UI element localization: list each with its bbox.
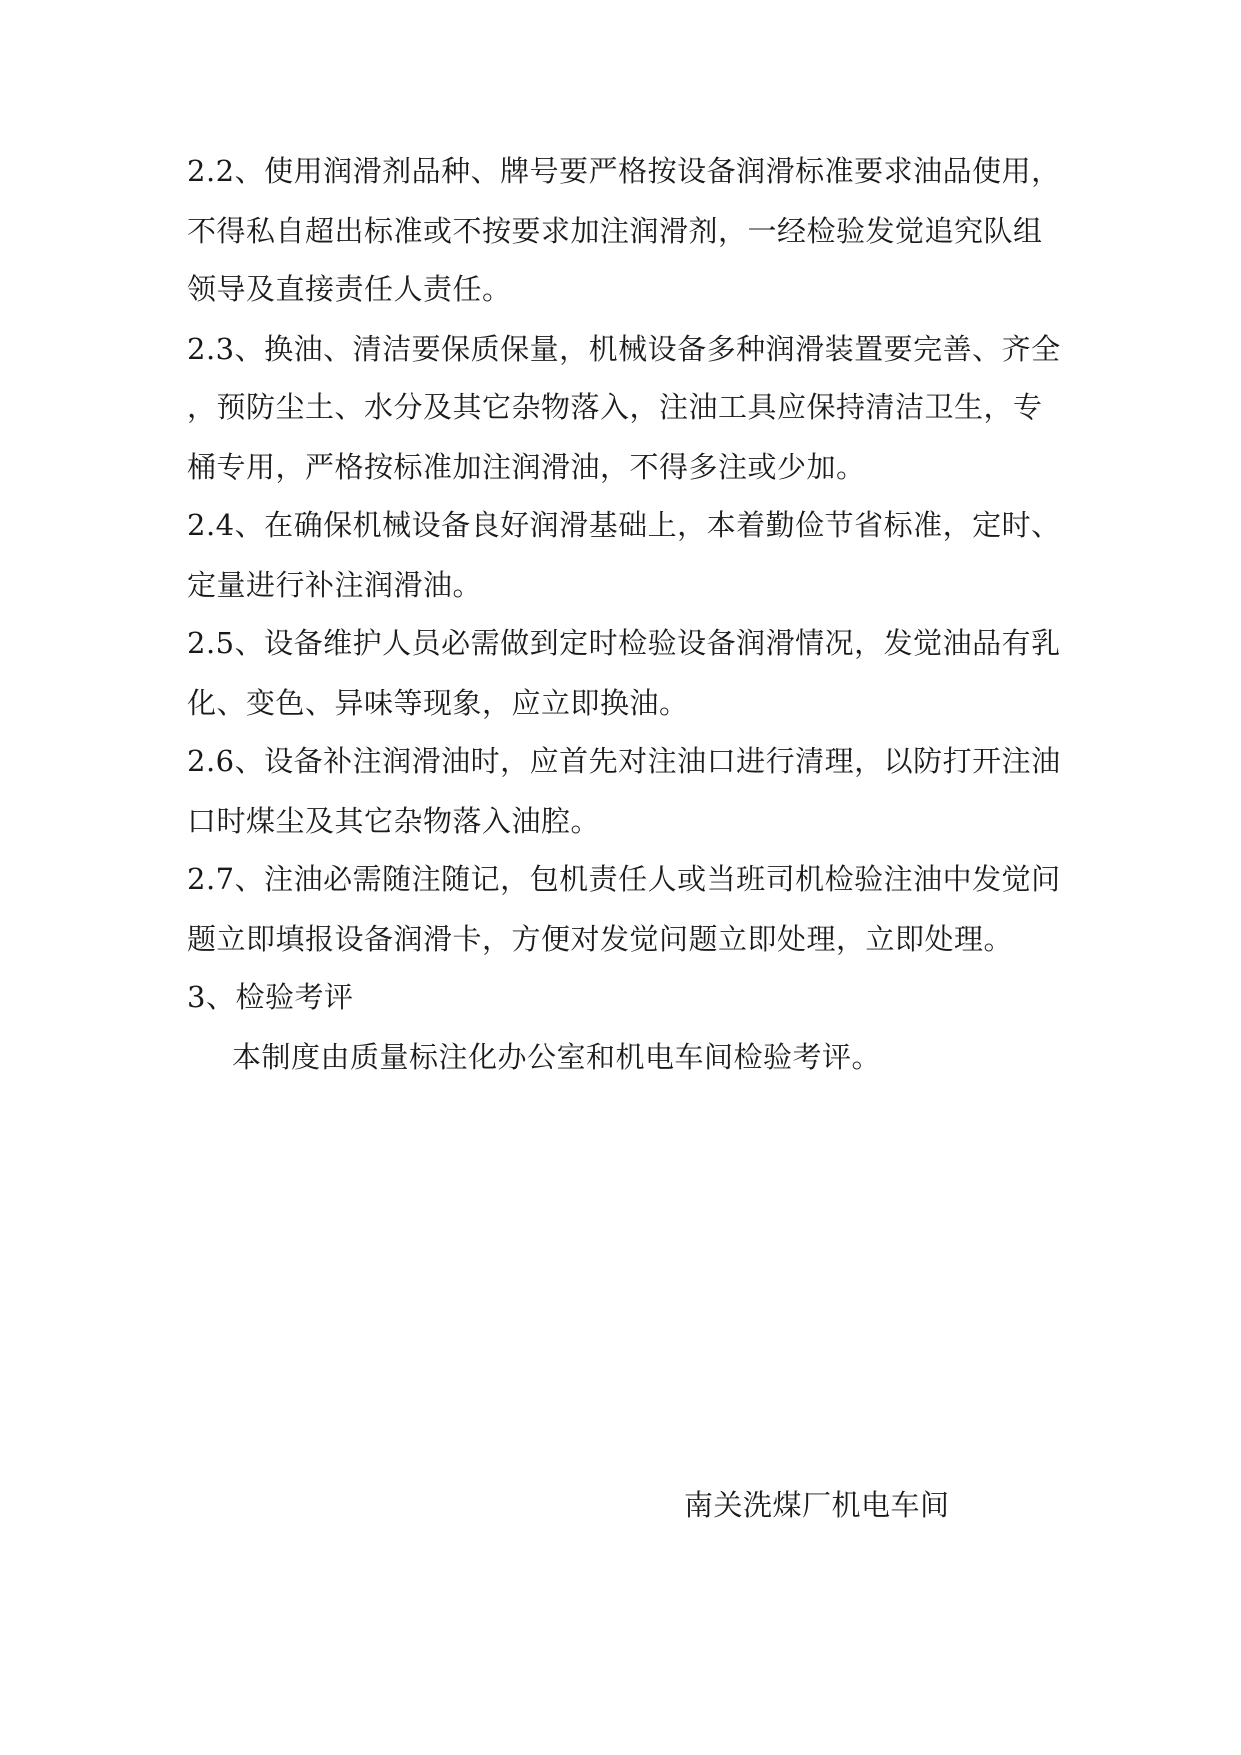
text-line-2-3-b: ，预防尘土、水分及其它杂物落入，注油工具应保持清洁卫生，专 <box>187 390 1043 424</box>
text-line-2-3-a: 2.3、换油、清洁要保质保量，机械设备多种润滑装置要完善、齐全 <box>187 332 1061 366</box>
text-line-2-2-b: 不得私自超出标准或不按要求加注润滑剂，一经检验发觉追究队组 <box>187 214 1043 248</box>
text-line-2-6-b: 口时煤尘及其它杂物落入油腔。 <box>187 804 601 838</box>
text-line-2-2-c: 领导及直接责任人责任。 <box>187 272 512 306</box>
text-line-2-2-a: 2.2、使用润滑剂品种、牌号要严格按设备润滑标准要求油品使用， <box>187 154 1061 188</box>
text-line-2-7-a: 2.7、注油必需随注随记，包机责任人或当班司机检验注油中发觉问 <box>187 862 1061 896</box>
text-line-2-3-c: 桶专用，严格按标准加注润滑油，不得多注或少加。 <box>187 450 866 484</box>
text-line-2-5-b: 化、变色、异味等现象，应立即换油。 <box>187 686 689 720</box>
text-line-2-4-a: 2.4、在确保机械设备良好润滑基础上，本着勤俭节省标准，定时、 <box>187 508 1061 542</box>
text-line-2-6-a: 2.6、设备补注润滑油时，应首先对注油口进行清理，以防打开注油 <box>187 744 1061 778</box>
text-line-3-body: 本制度由质量标注化办公室和机电车间检验考评。 <box>232 1040 882 1074</box>
section-heading-3: 3、检验考评 <box>187 980 354 1014</box>
signature-department: 南关洗煤厂机电车间 <box>684 1488 950 1522</box>
text-line-2-7-b: 题立即填报设备润滑卡，方便对发觉问题立即处理，立即处理。 <box>187 922 1014 956</box>
text-line-2-4-b: 定量进行补注润滑油。 <box>187 568 483 602</box>
text-line-2-5-a: 2.5、设备维护人员必需做到定时检验设备润滑情况，发觉油品有乳 <box>187 626 1061 660</box>
